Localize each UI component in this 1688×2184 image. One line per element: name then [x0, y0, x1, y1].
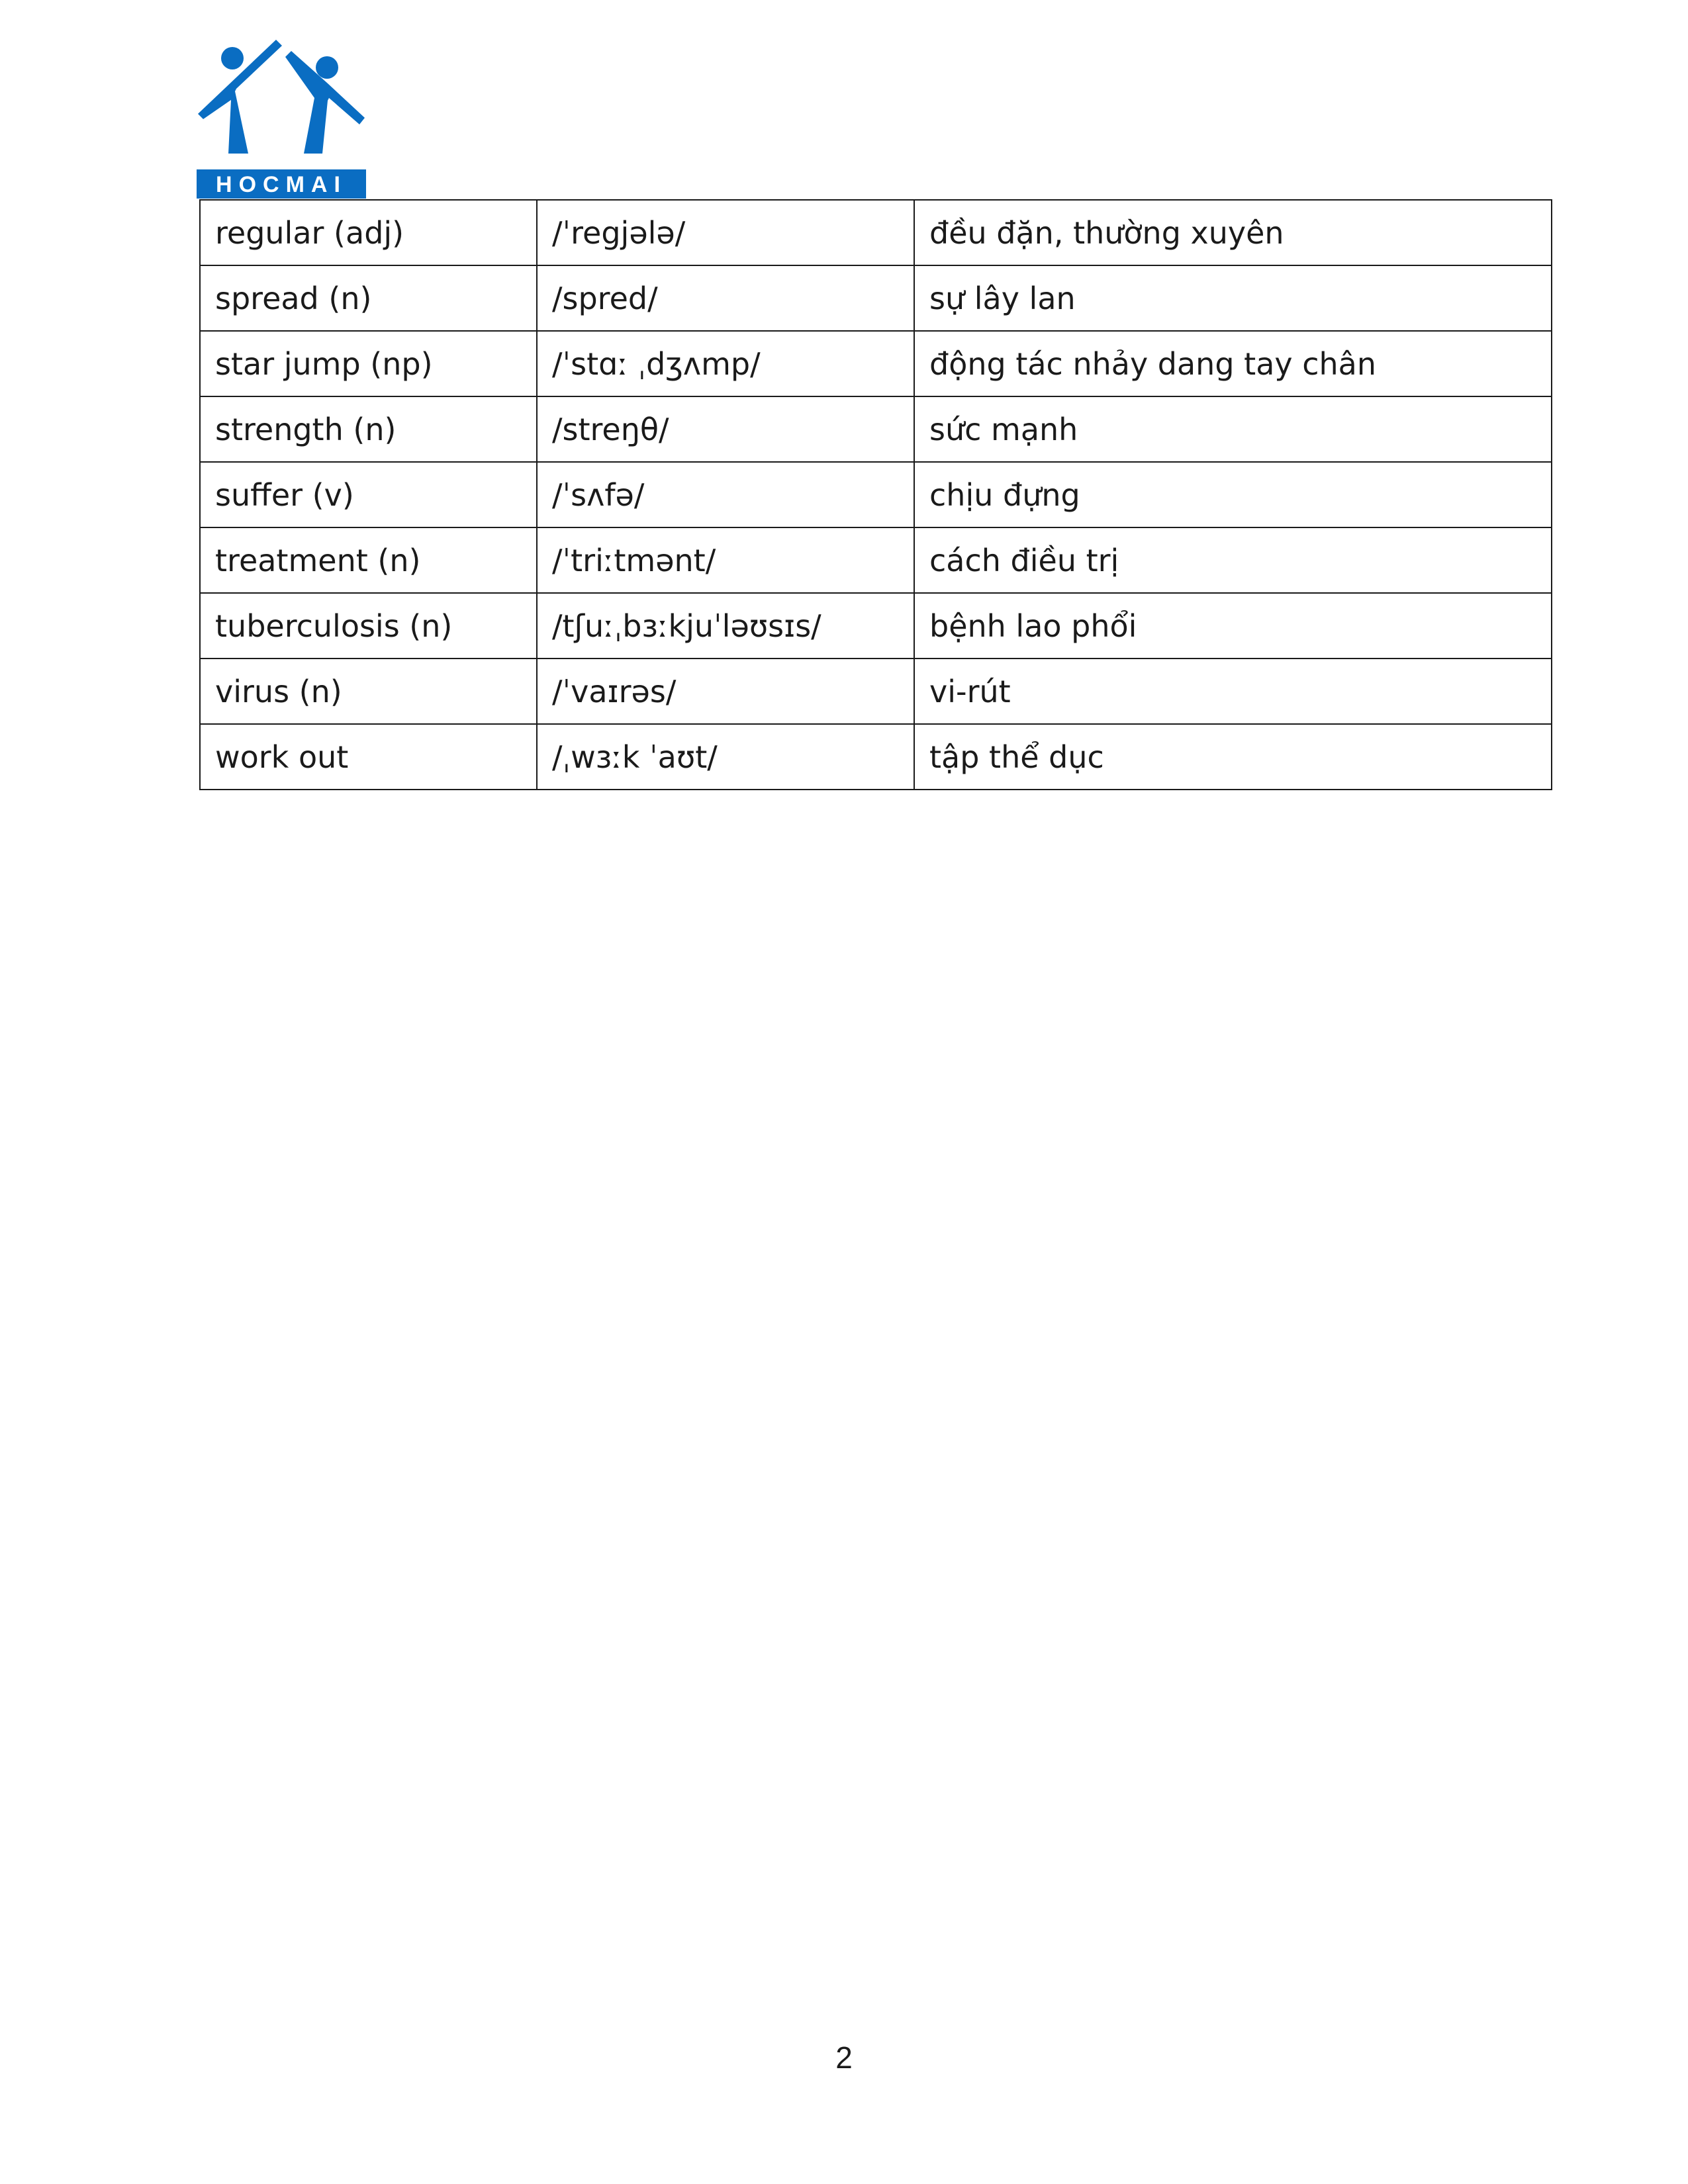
vocabulary-table-body [200, 200, 1552, 790]
word-cell: suffer (v) [200, 462, 537, 527]
ipa-cell: /ˈvaɪrəs/ [537, 659, 914, 724]
ipa-cell: /ˈtriːtmənt/ [537, 527, 914, 593]
hocmai-logo [197, 37, 366, 199]
logo-text: HOCMAI [216, 172, 347, 197]
table-row [200, 265, 1552, 331]
meaning-cell: đều đặn, thường xuyên [914, 200, 1552, 265]
meaning-cell: sức mạnh [914, 396, 1552, 462]
word-cell: star jump (np) [200, 331, 537, 396]
ipa-cell: /ˈregjələ/ [537, 200, 914, 265]
meaning-cell: sự lây lan [914, 265, 1552, 331]
table-row [200, 593, 1552, 659]
word-cell: spread (n) [200, 265, 537, 331]
word-cell: strength (n) [200, 396, 537, 462]
ipa-cell: /spred/ [537, 265, 914, 331]
ipa-cell: /ˈsʌfə/ [537, 462, 914, 527]
table-row [200, 724, 1552, 790]
word-cell: regular (adj) [200, 200, 537, 265]
meaning-cell: chịu đựng [914, 462, 1552, 527]
word-cell: virus (n) [200, 659, 537, 724]
meaning-cell: cách điều trị [914, 527, 1552, 593]
ipa-cell: /tʃuːˌbɜːkjuˈləʊsɪs/ [537, 593, 914, 659]
table-row [200, 527, 1552, 593]
table-row [200, 396, 1552, 462]
table-row [200, 659, 1552, 724]
meaning-cell: tập thể dục [914, 724, 1552, 790]
vocabulary-table [199, 199, 1552, 790]
table-row [200, 462, 1552, 527]
ipa-cell: /ˈstɑː ˌdʒʌmp/ [537, 331, 914, 396]
ipa-cell: /streŋθ/ [537, 396, 914, 462]
meaning-cell: vi-rút [914, 659, 1552, 724]
table-row [200, 331, 1552, 396]
two-people-icon [197, 37, 366, 199]
table-row [200, 200, 1552, 265]
meaning-cell: bệnh lao phổi [914, 593, 1552, 659]
word-cell: tuberculosis (n) [200, 593, 537, 659]
meaning-cell: động tác nhảy dang tay chân [914, 331, 1552, 396]
ipa-cell: /ˌwɜːk ˈaʊt/ [537, 724, 914, 790]
word-cell: treatment (n) [200, 527, 537, 593]
word-cell: work out [200, 724, 537, 790]
page-number: 2 [835, 2040, 853, 2075]
